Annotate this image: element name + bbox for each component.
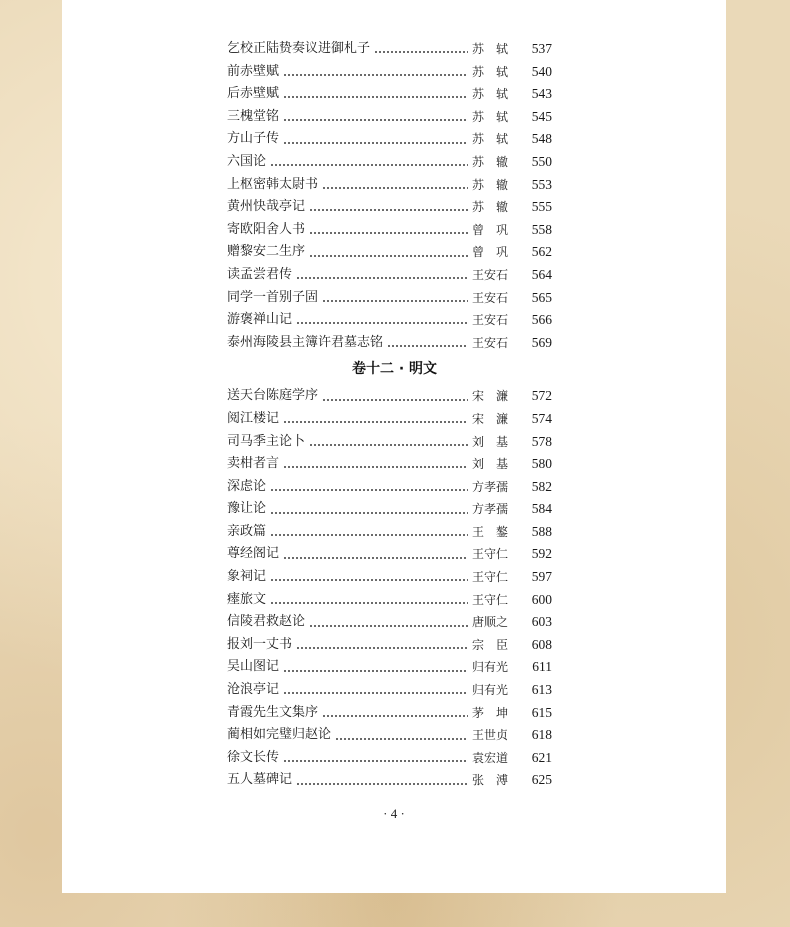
entry-title: 亲政篇 (227, 523, 267, 539)
dot-leader (322, 715, 468, 717)
dot-leader (322, 399, 468, 401)
toc-entry (227, 174, 552, 197)
entry-page-number: 625 (531, 772, 552, 788)
entry-title: 沧浪亭记 (227, 682, 280, 698)
entry-author: 苏 轼 (472, 87, 509, 102)
entry-page-number: 540 (531, 63, 552, 79)
entry-author: 苏 轼 (472, 132, 509, 147)
dot-leader (309, 444, 468, 446)
entry-author: 刘 基 (472, 457, 509, 472)
dot-leader (296, 277, 468, 279)
entry-title: 报刘一丈书 (227, 636, 293, 652)
toc-entry (227, 747, 552, 770)
entry-page-number: 608 (531, 636, 552, 652)
entry-page-number: 597 (531, 569, 552, 585)
toc-entry (227, 679, 552, 702)
entry-title: 前赤壁赋 (227, 63, 280, 79)
entry-author: 苏 轼 (472, 109, 509, 124)
entry-title: 寄欧阳舍人书 (227, 221, 306, 237)
entry-page-number: 548 (531, 131, 552, 147)
entry-author: 归有光 (472, 683, 509, 698)
dot-leader (283, 557, 468, 559)
entry-page-number: 558 (531, 221, 552, 237)
dot-leader (283, 142, 468, 144)
entry-title: 象祠记 (227, 569, 267, 585)
dot-leader (270, 579, 468, 581)
dot-leader (270, 512, 468, 514)
entry-title: 瘗旅文 (227, 591, 267, 607)
dot-leader (270, 602, 468, 604)
entry-page-number: 555 (531, 199, 552, 215)
entry-page-number: 572 (531, 388, 552, 404)
entry-title: 赠黎安二生序 (227, 244, 306, 260)
dot-leader (270, 489, 468, 491)
entry-author: 宋 濂 (472, 411, 509, 426)
entry-page-number: 615 (531, 704, 552, 720)
entry-title: 三槐堂铭 (227, 108, 280, 124)
dot-leader (374, 51, 468, 53)
dot-leader (296, 647, 468, 649)
toc-entry (227, 408, 552, 431)
entry-author: 方孝孺 (472, 502, 509, 517)
toc-entry (227, 769, 552, 792)
entry-page-number: 543 (531, 86, 552, 102)
entry-page-number: 613 (531, 682, 552, 698)
toc-entry (227, 566, 552, 589)
toc-entry (227, 151, 552, 174)
toc-entry (227, 611, 552, 634)
toc-entry (227, 498, 552, 521)
dot-leader (270, 534, 468, 536)
entry-author: 袁宏道 (472, 750, 509, 765)
entry-page-number: 621 (531, 749, 552, 765)
entry-author: 王世贞 (472, 728, 509, 743)
entry-author: 苏 轼 (472, 64, 509, 79)
entry-title: 吴山图记 (227, 659, 280, 675)
toc-entry (227, 589, 552, 612)
entry-title: 乞校正陆贽奏议进御札子 (227, 41, 371, 56)
toc-section-song (227, 38, 552, 354)
entry-author: 王安石 (472, 267, 509, 282)
entry-page-number: 588 (531, 523, 552, 539)
entry-page-number: 564 (531, 266, 552, 282)
dot-leader (270, 164, 468, 166)
dot-leader (322, 187, 468, 189)
entry-page-number: 550 (531, 153, 552, 169)
entry-page-number: 566 (531, 312, 552, 328)
entry-page-number: 618 (531, 727, 552, 743)
entry-title: 信陵君救赵论 (227, 614, 306, 630)
entry-author: 曾 巩 (472, 222, 509, 237)
entry-author: 归有光 (472, 660, 509, 675)
entry-page-number: 578 (531, 433, 552, 449)
entry-title: 送天台陈庭学序 (227, 388, 319, 404)
entry-author: 王安石 (472, 290, 509, 305)
dot-leader (309, 255, 468, 257)
entry-title: 六国论 (227, 153, 267, 169)
toc-entry (227, 431, 552, 454)
entry-author: 苏 辙 (472, 200, 509, 215)
entry-title: 尊经阁记 (227, 546, 280, 562)
entry-page-number: 565 (531, 289, 552, 305)
entry-page-number: 537 (531, 41, 552, 56)
entry-title: 深虑论 (227, 478, 267, 494)
dot-leader (309, 232, 468, 234)
toc-entry (227, 476, 552, 499)
toc-entry (227, 724, 552, 747)
toc-entry (227, 61, 552, 84)
dot-leader (283, 670, 468, 672)
toc-entry (227, 702, 552, 725)
entry-author: 方孝孺 (472, 479, 509, 494)
dot-leader (283, 74, 468, 76)
toc-section-ming (227, 385, 552, 792)
entry-page-number: 562 (531, 244, 552, 260)
entry-title: 司马季主论卜 (227, 433, 306, 449)
toc-entry (227, 128, 552, 151)
entry-title: 上枢密韩太尉书 (227, 176, 319, 192)
entry-page-number: 574 (531, 410, 552, 426)
dot-leader (387, 345, 468, 347)
entry-page-number: 584 (531, 501, 552, 517)
book-page (62, 0, 726, 893)
toc-entry (227, 385, 552, 408)
entry-author: 苏 轼 (472, 42, 509, 56)
entry-title: 蔺相如完璧归赵论 (227, 727, 332, 743)
dot-leader (335, 738, 468, 740)
entry-title: 泰州海陵县主簿许君墓志铭 (227, 334, 384, 350)
entry-page-number: 582 (531, 478, 552, 494)
toc-entry (227, 106, 552, 129)
entry-author: 王守仁 (472, 592, 509, 607)
dot-leader (322, 300, 468, 302)
entry-author: 张 溥 (472, 773, 509, 788)
entry-author: 王安石 (472, 335, 509, 350)
toc-entry (227, 309, 552, 332)
dot-leader (283, 692, 468, 694)
entry-title: 黄州快哉亭记 (227, 199, 306, 215)
toc-entry (227, 83, 552, 106)
toc-entry (227, 521, 552, 544)
entry-title: 青霞先生文集序 (227, 704, 319, 720)
entry-title: 五人墓碑记 (227, 772, 293, 788)
table-of-contents (227, 38, 552, 792)
dot-leader (296, 783, 468, 785)
entry-title: 同学一首别子固 (227, 289, 319, 305)
entry-author: 宗 臣 (472, 637, 509, 652)
entry-author: 王守仁 (472, 547, 509, 562)
entry-title: 方山子传 (227, 131, 280, 147)
entry-author: 王 鏊 (472, 524, 509, 539)
entry-title: 后赤壁赋 (227, 86, 280, 102)
entry-title: 豫让论 (227, 501, 267, 517)
toc-entry (227, 38, 552, 61)
dot-leader (283, 421, 468, 423)
toc-entry (227, 287, 552, 310)
toc-entry (227, 196, 552, 219)
entry-title: 读孟尝君传 (227, 266, 293, 282)
dot-leader (283, 119, 468, 121)
dot-leader (283, 466, 468, 468)
entry-author: 曾 巩 (472, 245, 509, 260)
entry-page-number: 569 (531, 334, 552, 350)
entry-title: 游褒禅山记 (227, 312, 293, 328)
dot-leader (309, 625, 468, 627)
dot-leader (296, 322, 468, 324)
entry-title: 卖柑者言 (227, 456, 280, 472)
entry-author: 刘 基 (472, 434, 509, 449)
entry-author: 唐顺之 (472, 615, 509, 630)
entry-page-number: 603 (531, 614, 552, 630)
toc-entry (227, 634, 552, 657)
entry-author: 茅 坤 (472, 705, 509, 720)
entry-title: 阅江楼记 (227, 410, 280, 426)
page-folio: · 4 · (383, 806, 405, 821)
section-heading: 卷十二 · 明文 (351, 361, 438, 378)
entry-page-number: 545 (531, 108, 552, 124)
entry-page-number: 611 (532, 659, 552, 675)
entry-author: 苏 辙 (472, 154, 509, 169)
entry-page-number: 600 (531, 591, 552, 607)
entry-author: 王守仁 (472, 570, 509, 585)
entry-author: 王安石 (472, 313, 509, 328)
entry-page-number: 580 (531, 456, 552, 472)
entry-title: 徐文长传 (227, 749, 280, 765)
toc-entry (227, 332, 552, 355)
toc-entry (227, 219, 552, 242)
entry-page-number: 553 (531, 176, 552, 192)
dot-leader (283, 760, 468, 762)
entry-page-number: 592 (531, 546, 552, 562)
toc-entry (227, 264, 552, 287)
toc-entry (227, 453, 552, 476)
toc-entry (227, 543, 552, 566)
entry-author: 苏 辙 (472, 177, 509, 192)
toc-entry (227, 241, 552, 264)
toc-entry (227, 656, 552, 679)
entry-author: 宋 濂 (472, 389, 509, 404)
dot-leader (309, 209, 468, 211)
dot-leader (283, 96, 468, 98)
